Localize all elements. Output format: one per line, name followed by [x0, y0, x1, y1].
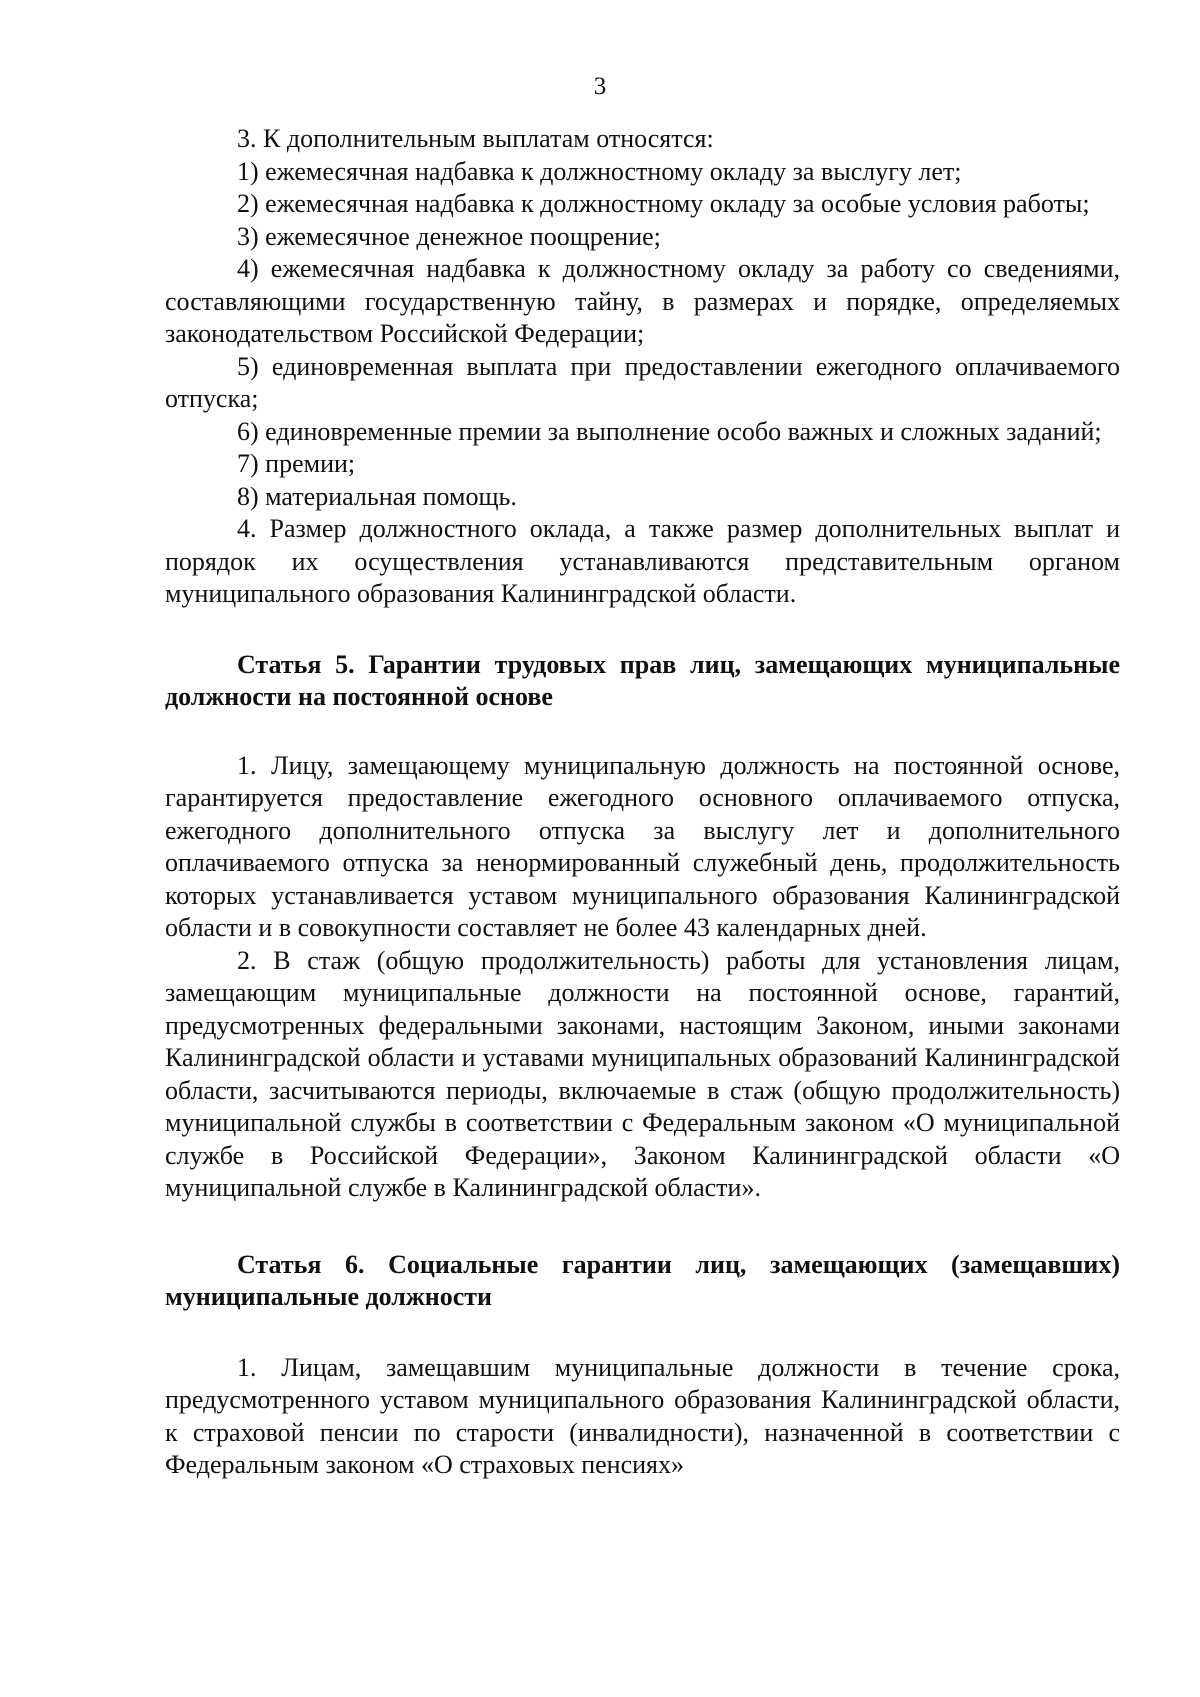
article-6-heading: Статья 6. Социальные гарантии лиц, замещающих (замещавших) муниципальные должности — [165, 1249, 1120, 1311]
section3-intro: 3. К дополнительным выплатам относятся: — [237, 124, 714, 153]
list-item: 2) ежемесячная надбавка к должностному окладу за особые условия работы; — [237, 189, 1090, 218]
article-5-paragraph-1: 1. Лицу, замещающему муниципальную должность на постоянной основе, гарантируется предоставление ежегодного основного оплачиваемого отпуска, ежегодного дополнительного отпуска за выслугу лет и дополнительного оплачиваемого отпуска за ненормированный служебный день, продолжительность которых устанавливается уставом муниципального образования Калининградской области и в совокупности составляет не более 43 календарных дней. — [165, 750, 1120, 942]
spacer — [165, 714, 1120, 750]
spacer — [165, 611, 1120, 649]
spacer — [165, 1205, 1120, 1249]
section3-paragraph-4: 4. Размер должностного оклада, а также размер дополнительных выплат и порядок их осуществления устанавливаются представительным органом муниципального образования Калининградской области. — [165, 514, 1120, 608]
list-item: 5) единовременная выплата при предоставлении ежегодного оплачиваемого отпуска; — [165, 351, 1120, 413]
list-item: 1) ежемесячная надбавка к должностному окладу за выслугу лет; — [237, 156, 962, 186]
list-item: 6) единовременные премии за выполнение особо важных и сложных заданий; — [237, 416, 1102, 446]
list-item: 8) материальная помощь. — [237, 481, 517, 511]
list-item: 7) премии; — [237, 449, 356, 478]
document-body — [165, 123, 1120, 1482]
list-item: 4) ежемесячная надбавка к должностному окладу за работу со сведениями, составляющими государственную тайну, в размерах и порядке, определяемых законодательством Российской Федерации; — [165, 254, 1120, 348]
article-5-heading: Статья 5. Гарантии трудовых прав лиц, замещающих муниципальные должности на постоянной основе — [165, 649, 1120, 711]
page-number: 3 — [593, 73, 607, 100]
spacer — [165, 1314, 1120, 1352]
article-6-paragraph-1: 1. Лицам, замещавшим муниципальные должности в течение срока, предусмотренного уставом муниципального образования Калининградской области, к страховой пенсии по старости (инвалидности), назначенной в соответствии с Федеральным законом «О страховых пенсиях» — [165, 1352, 1120, 1479]
list-item: 3) ежемесячное денежное поощрение; — [237, 221, 661, 251]
article-5-paragraph-2: 2. В стаж (общую продолжительность) работы для установления лицам, замещающим муниципальные должности на постоянной основе, гарантий, предусмотренных федеральными законами, настоящим Законом, иными законами Калининградской области и уставами муниципальных образований Калининградской области, засчитываются периоды, включаемые в стаж (общую продолжительность) муниципальной службы в соответствии с Федеральным законом «О муниципальной службе в Российской Федерации», Законом Калининградской области «О муниципальной службе в Калининградской области». — [165, 945, 1120, 1202]
